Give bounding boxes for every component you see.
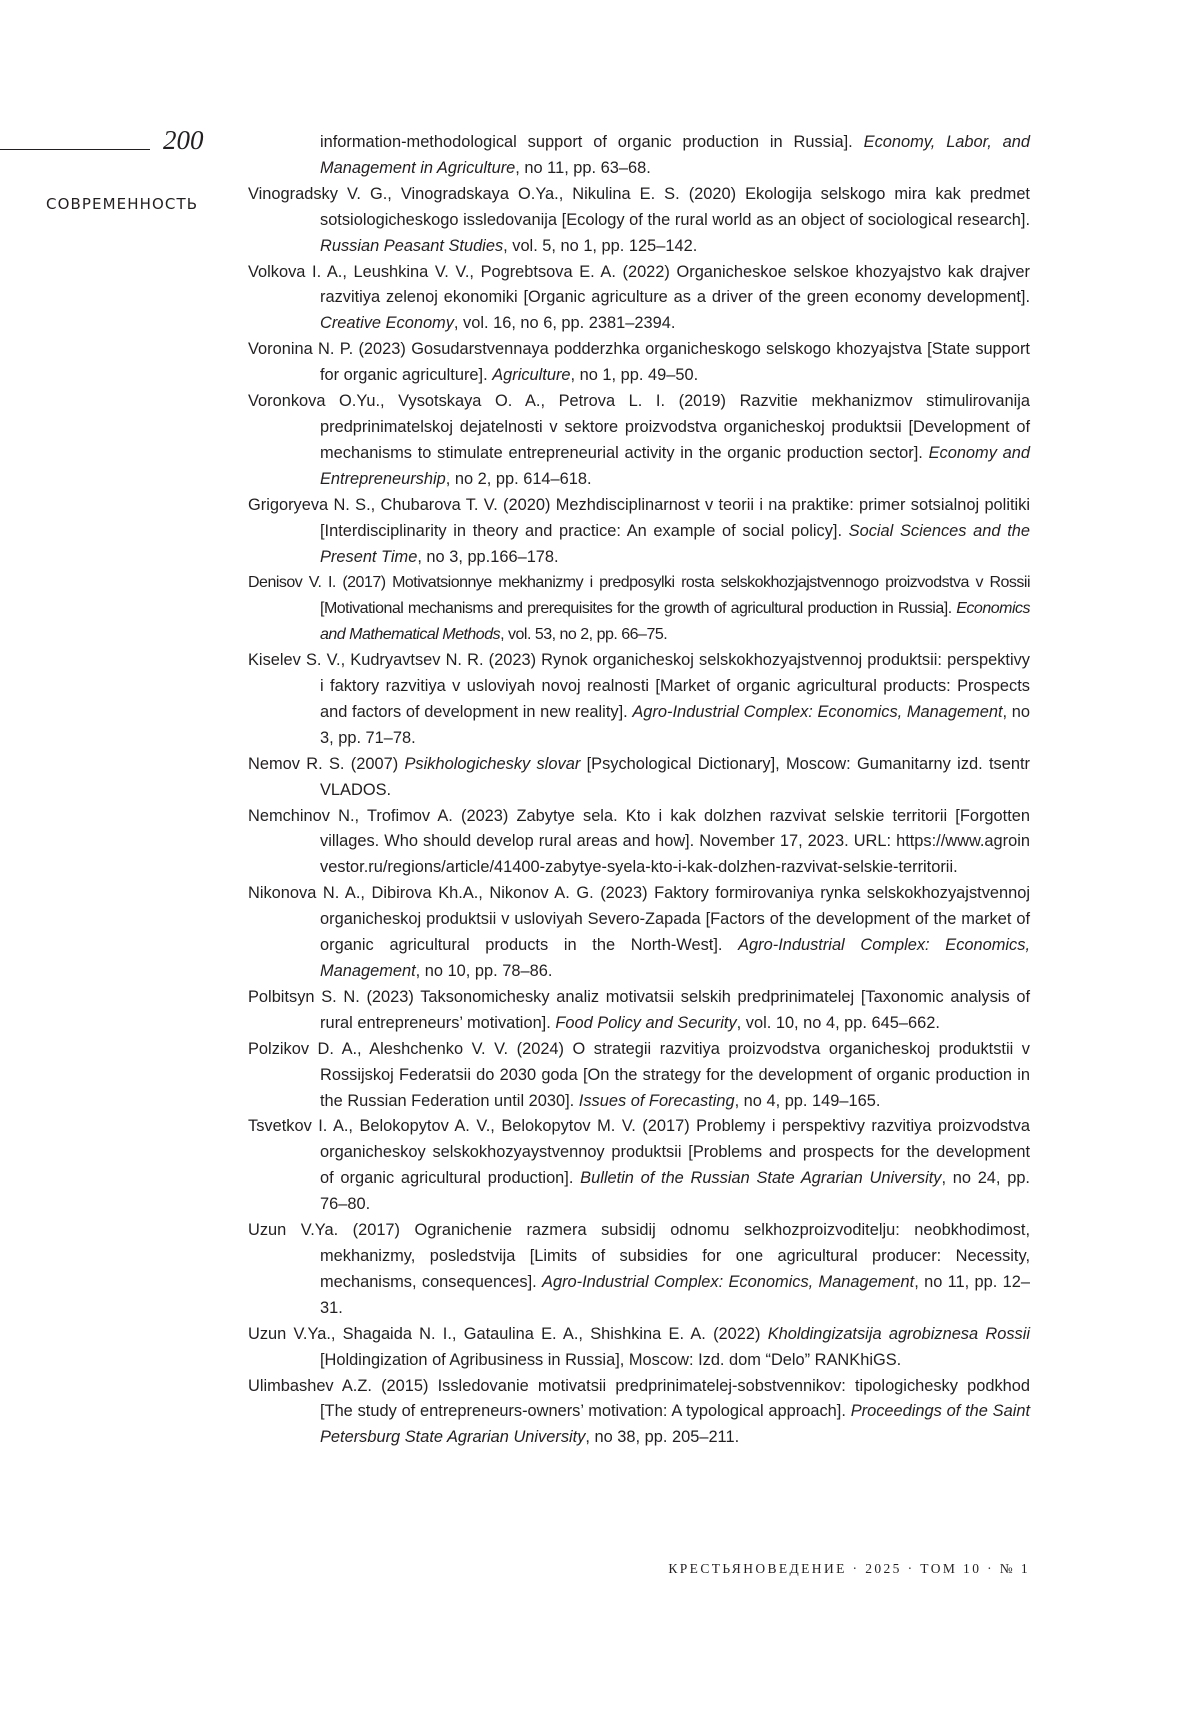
reference-item: information-methodological support of organic production in Russia]. Economy, Labor, and Management in Agriculture, no 11, pp. 63–68. <box>320 133 1030 177</box>
reference-item: Ulimbashev A.Z. (2015) Issledovanie motivatsii predprinimatelej-sobstvennikov: tipologichesky podkhod [The study of entrepreneurs-owners’ motivation: A typological approach]. Proceedings of the Saint Petersburg State Agrarian University, no 38, pp. 205–211. <box>248 1376 1031 1447</box>
reference-item: Kiselev S. V., Kudryavtsev N. R. (2023) Rynok organicheskoj selskokhozyajstvennoj produktsii: perspektivy i faktory razvitiya v usloviyah novoj realnosti [Market of organic agricultural products: Prospects and factors of development in new reality]. Agro-Industrial Complex: Economics, Management, no 3, pp. 71–78. <box>248 651 1030 747</box>
journal-title: Issues of Forecasting <box>578 1091 735 1110</box>
book-title: Kholdingizatsija agrobiznesa Rossii <box>767 1324 1030 1343</box>
reference-item: Polbitsyn S. N. (2023) Taksonomichesky analiz motivatsii selskih predprinimatelej [Taxonomic analysis of rural entrepreneurs’ motivation]. Food Policy and Security, vol. 10, no 4, pp. 645–662. <box>248 987 1030 1032</box>
journal-title: Social Sciences and the Present Time <box>320 521 1030 566</box>
journal-title: Bulletin of the Russian State Agrarian University <box>580 1169 942 1188</box>
journal-title: Food Policy and Security <box>555 1013 737 1032</box>
book-title: Psikhologichesky slovar <box>404 754 581 773</box>
reference-item: Nemchinov N., Trofimov A. (2023) Zabytye sela. Kto i kak dolzhen razvivat selskie territorii [Forgotten villages. Who should develop rural areas and how]. November 17, 2023. URL: https://www.agroinvestor.ru/regions/article/41400-zabytye-syela-kto-i-kak-dolzhen-razvivat-selskie-territorii. <box>248 806 1030 877</box>
reference-item: Vinogradsky V. G., Vinogradskaya O.Ya., Nikulina E. S. (2020) Ekologija selskogo mira kak predmet sotsiologicheskogo issledovanija [Ecology of the rural world as an object of sociological research]. Russian Peasant Studies, vol. 5, no 1, pp. 125–142. <box>248 184 1030 255</box>
reference-list <box>248 130 1030 1451</box>
section-label: СОВРЕМЕННОСТЬ <box>46 195 199 213</box>
reference-item: Voronina N. P. (2023) Gosudarstvennaya podderzhka organicheskogo selskogo khozyajstva [State support for organic agriculture]. Agriculture, no 1, pp. 49–50. <box>248 340 1030 385</box>
journal-title: Economy, Labor, and Management in Agriculture <box>320 133 1030 177</box>
journal-title: Agro-Industrial Complex: Economics, Management <box>542 1272 915 1291</box>
running-footer: КРЕСТЬЯНОВЕДЕНИЕ · 2025 · ТОМ 10 · № 1 <box>668 1561 1030 1576</box>
reference-item: Nikonova N. A., Dibirova Kh.A., Nikonov A. G. (2023) Faktory formirovaniya rynka selskokhozyajstvennoj organicheskoj produktsii v usloviyah Severo-Zapada [Factors of the development of the market of organic agricultural products in the North-West]. Agro-Industrial Complex: Economics, Management, no 10, pp. 78–86. <box>248 884 1031 980</box>
reference-item: Voronkova O.Yu., Vysotskaya O. A., Petrova L. I. (2019) Razvitie mekhanizmov stimulirovanija predprinimatelskoj dejatelnosti v sektore proizvodstva organicheskoj produktsii [Development of mechanisms to stimulate entrepreneurial activity in the organic production sector]. Economy and Entrepreneurship, no 2, pp. 614–618. <box>248 392 1030 488</box>
journal-title: Agro-Industrial Complex: Economics, Management <box>632 702 1003 721</box>
reference-item: Uzun V.Ya., Shagaida N. I., Gataulina E. A., Shishkina E. A. (2022) Kholdingizatsija agrobiznesa Rossii [Holdingization of Agribusiness in Russia], Moscow: Izd. dom “Delo” RANKhiGS. <box>248 1324 1030 1369</box>
reference-item: Tsvetkov I. A., Belokopytov A. V., Belokopytov M. V. (2017) Problemy i perspektivy razvitiya proizvodstva organicheskoy selskokhozyaystvennoy produktsii [Problems and prospects for the development of organic agricultural production]. Bulletin of the Russian State Agrarian University, no 24, pp. 76–80. <box>248 1117 1030 1214</box>
reference-item: Denisov V. I. (2017) Motivatsionnye mekhanizmy i predposylki rosta selskokhozjajstvennogo proizvodstva v Rossii [Motivational mechanisms and prerequisites for the growth of agricultural production in Russia]. Economics and Mathematical Methods, vol. 53, no 2, pp. 66–75. <box>248 574 1030 644</box>
page-number: 200 <box>163 125 204 155</box>
journal-title: Russian Peasant Studies <box>320 236 504 255</box>
journal-title: Agriculture <box>492 366 571 385</box>
reference-item: Polzikov D. A., Aleshchenko V. V. (2024) O strategii razvitiya proizvodstva organicheskoj produktstii v Rossijskoj Federatsii do 2030 goda [On the strategy for the development of organic production in the Russian Federation until 2030]. Issues of Forecasting, no 4, pp. 149–165. <box>248 1039 1030 1110</box>
journal-title: Creative Economy <box>320 314 454 333</box>
journal-title: Economics and Mathematical Methods <box>320 600 1030 644</box>
header-rule <box>0 149 150 150</box>
reference-item: Nemov R. S. (2007) Psikhologichesky slovar [Psychological Dictionary], Moscow: Gumanitarny izd. tsentr VLADOS. <box>248 754 1031 799</box>
journal-title: Economy and Entrepreneurship <box>320 443 1030 488</box>
reference-url: https://www.agroinvestor.ru/regions/article/41400-zabytye-syela-kto-i-kak-dolzhen-razvivat-selskie-territorii <box>320 832 1030 877</box>
journal-title: Proceedings of the Saint Petersburg State Agrarian University <box>320 1402 1031 1447</box>
reference-item: Volkova I. A., Leushkina V. V., Pogrebtsova E. A. (2022) Organicheskoe selskoe khozyajstvo kak drajver razvitiya zelenoj ekonomiki [Organic agriculture as a driver of the green economy development]. Creative Economy, vol. 16, no 6, pp. 2381–2394. <box>248 262 1030 333</box>
reference-item: Grigoryeva N. S., Chubarova T. V. (2020) Mezhdisciplinarnost v teorii i na praktike: primer sotsialnoj politiki [Interdisciplinarity in theory and practice: An example of social policy]. Social Sciences and the Present Time, no 3, pp.166–178. <box>248 495 1030 566</box>
journal-title: Agro-Industrial Complex: Economics, Management <box>320 936 1031 980</box>
reference-item: Uzun V.Ya. (2017) Ogranichenie razmera subsidij odnomu selkhozproizvoditelju: neobkhodimost, mekhanizmy, posledstvija [Limits of subsidies for one agricultural producer: Necessity, mechanisms, consequences]. Agro-Industrial Complex: Economics, Management, no 11, pp. 12–31. <box>248 1221 1030 1317</box>
